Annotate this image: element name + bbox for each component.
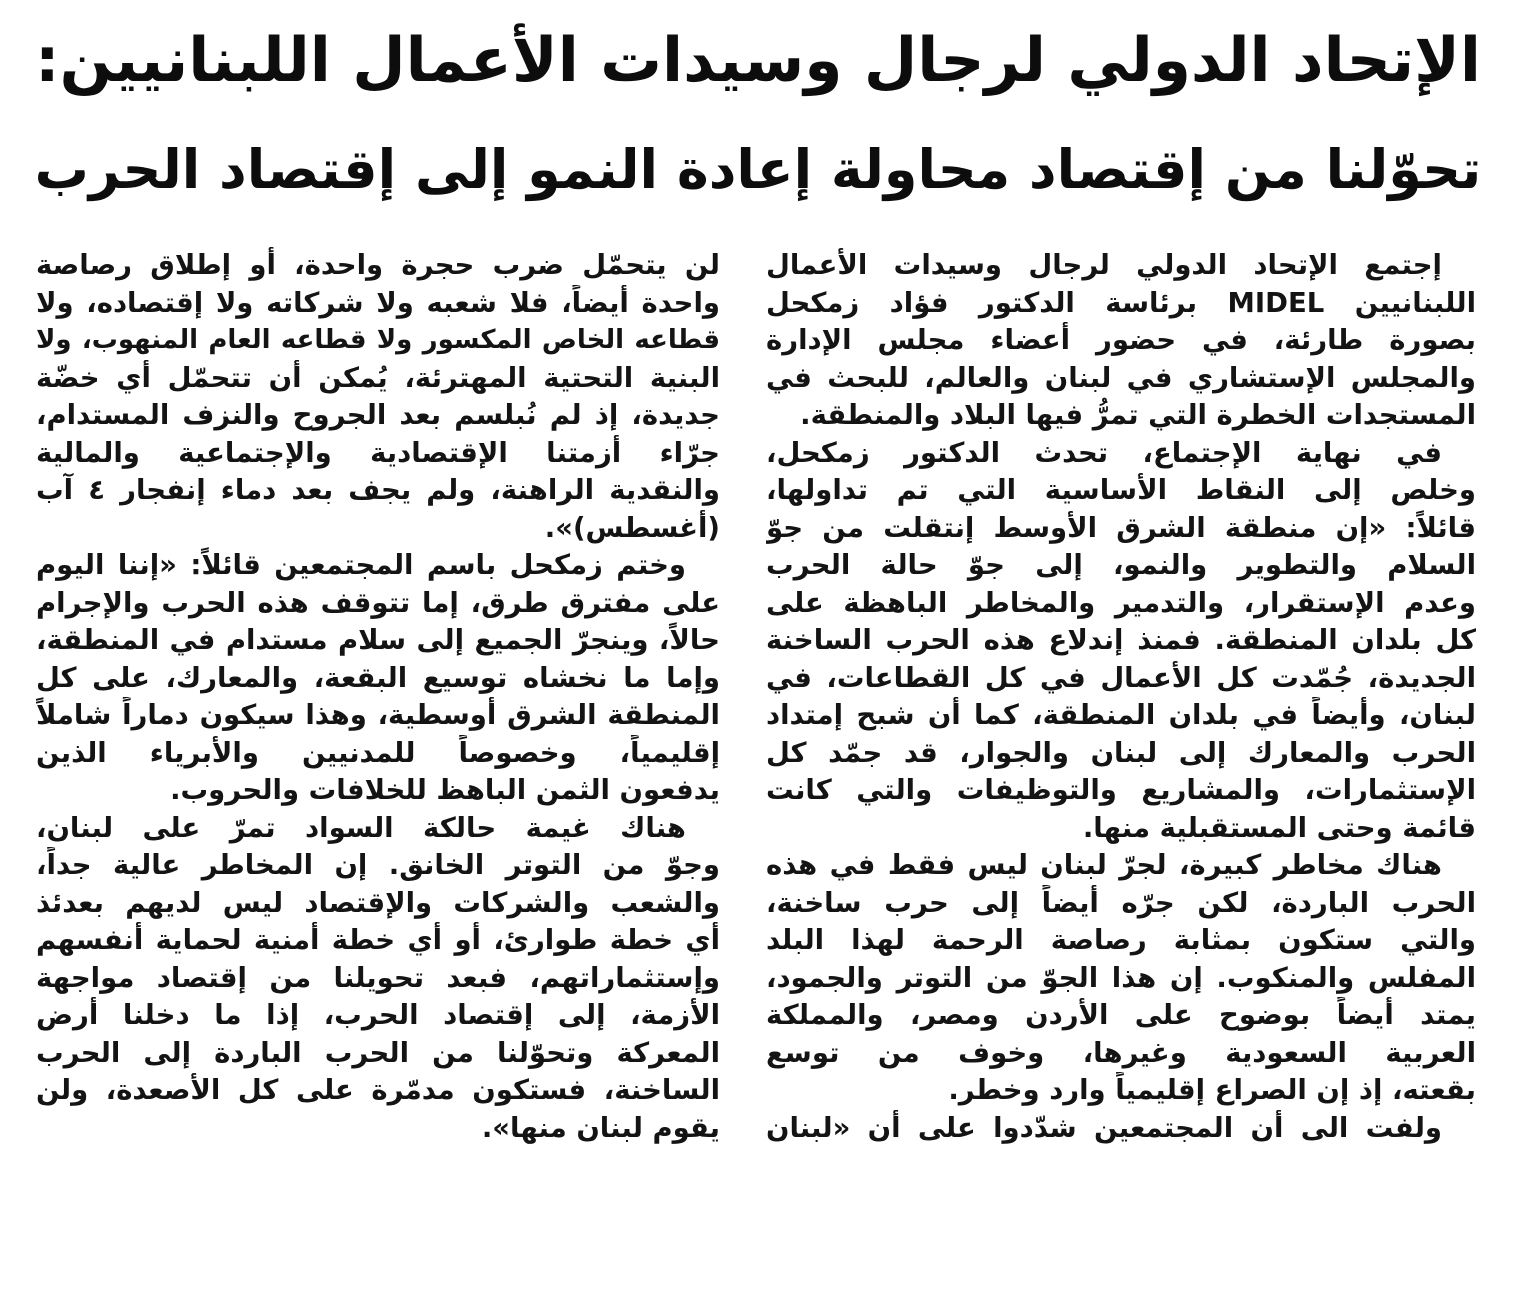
paragraph-line: الساخنة، فستكون مدمّرة على كل الأصعدة، ولن (36, 1074, 720, 1106)
paragraph-line: لبنان، وأيضاً في بلدان المنطقة، كما أن شبح إمتداد (766, 699, 1476, 731)
paragraph-line: يقوم لبنان منها». (481, 1111, 720, 1144)
headline-line-1: الإتحاد الدولي لرجال وسيدات الأعمال اللبنانيين: (35, 24, 1481, 96)
paragraph-line: وجوّ من التوتر الخانق. إن المخاطر عالية جداً، (36, 849, 720, 881)
paragraph-line: قائلاً: «إن منطقة الشرق الأوسط إنتقلت من جوّ (766, 511, 1476, 544)
paragraph-line: يدفعون الثمن الباهظ للخلافات والحروب. (170, 774, 720, 806)
paragraph-line: الأزمة، إلى إقتصاد الحرب، إذا ما دخلنا أرض (36, 999, 720, 1031)
paragraph-line: كل بلدان المنطقة. فمنذ إندلاع هذه الحرب الساخنة (766, 624, 1476, 656)
paragraph-line: هناك غيمة حالكة السواد تمرّ على لبنان، (36, 811, 686, 844)
article-column-left (36, 247, 720, 1147)
paragraph-line: هناك مخاطر كبيرة، لجرّ لبنان ليس فقط في هذه (766, 849, 1442, 881)
paragraph-line: العربية السعودية وغيرها، وخوف من توسع (766, 1036, 1476, 1069)
paragraph-line: المنطقة الشرق أوسطية، وهذا سيكون دماراً شاملاً (36, 699, 720, 731)
paragraph-line: وخلص إلى النقاط الأساسية التي تم تداولها، (766, 474, 1476, 506)
paragraph-line: حالاً، وينجرّ الجميع إلى سلام مستدام في المنطقة، (36, 624, 720, 656)
paragraph-line: وإما ما نخشاه توسيع البقعة، والمعارك، على كل (36, 661, 720, 694)
paragraph-line: (أغسطس)». (544, 511, 720, 544)
paragraph-line: وختم زمكحل باسم المجتمعين قائلاً: «إننا اليوم (36, 549, 686, 581)
paragraph-line: لن يتحمّل ضرب حجرة واحدة، أو إطلاق رصاصة (36, 249, 720, 281)
paragraph-line: والتي ستكون بمثابة رصاصة الرحمة لهذا البلد (766, 924, 1476, 956)
paragraph-line: وإستثماراتهم، فبعد تحويلنا من إقتصاد مواجهة (36, 961, 720, 994)
paragraph-line: المستجدات الخطرة التي تمرُّ فيها البلاد والمنطقة. (800, 399, 1476, 431)
paragraph-line: والشعب والشركات والإقتصاد ليس لديهم بعدئذ (36, 886, 720, 919)
paragraph-line: الحرب والمعارك إلى لبنان والجوار، قد جمّد كل (766, 736, 1476, 769)
paragraph-line: أي خطة طوارئ، أو أي خطة أمنية لحماية أنفسهم (36, 924, 720, 956)
paragraph-line: الإستثمارات، والمشاريع والتوظيفات والتي كانت (766, 774, 1476, 806)
paragraph-line: إقليمياً، وخصوصاً للمدنيين والأبرياء الذين (36, 736, 720, 769)
paragraph-line: السلام والتطوير والنمو، إلى جوّ حالة الحرب (766, 549, 1476, 581)
article-column-right (766, 247, 1476, 1147)
paragraph-line: البنية التحتية المهترئة، يُمكن أن تتحمّل أي خضّة (36, 361, 720, 394)
headline-line-2: تحوّلنا من إقتصاد محاولة إعادة النمو إلى إقتصاد الحرب (34, 138, 1482, 201)
paragraph-line: يمتد أيضاً بوضوح على الأردن ومصر، والمملكة (766, 999, 1476, 1031)
paragraph-line: الجديدة، جُمّدت كل الأعمال في كل القطاعات، في (766, 661, 1476, 694)
paragraph-line: قائمة وحتى المستقبلية منها. (1082, 811, 1476, 844)
paragraph-line: على مفترق طرق، إما تتوقف هذه الحرب والإجرام (36, 586, 720, 619)
paragraph-line: وعدم الإستقرار، والتدمير والمخاطر الباهظة على (766, 586, 1476, 619)
paragraph-line: بصورة طارئة، في حضور أعضاء مجلس الإدارة (766, 324, 1476, 356)
paragraph-line: المعركة وتحوّلنا من الحرب الباردة إلى الحرب (36, 1036, 720, 1069)
paragraph-line: اللبنانيين MIDEL برئاسة الدكتور فؤاد زمكحل (766, 286, 1476, 319)
paragraph-line: جرّاء أزمتنا الإقتصادية والإجتماعية والمالية (36, 436, 720, 469)
paragraph-line: في نهاية الإجتماع، تحدث الدكتور زمكحل، (766, 436, 1442, 469)
paragraph-line: واحدة أيضاً، فلا شعبه ولا شركاته ولا إقتصاده، ولا (36, 286, 720, 319)
paragraph-line: الحرب الباردة، لكن جرّه أيضاً إلى حرب ساخنة، (766, 886, 1476, 919)
paragraph-line: بقعته، إذ إن الصراع إقليمياً وارد وخطر. (948, 1074, 1476, 1106)
paragraph-line: ولفت الى أن المجتمعين شدّدوا على أن «لبنان (766, 1111, 1442, 1144)
paragraph-line: والمجلس الإستشاري في لبنان والعالم، للبحث في (766, 361, 1476, 394)
paragraph-line: جديدة، إذ لم نُبلسم بعد الجروح والنزف المستدام، (36, 399, 720, 431)
paragraph-line: والنقدية الراهنة، ولم يجف بعد دماء إنفجار ٤ آب (36, 474, 720, 506)
paragraph-line: المفلس والمنكوب. إن هذا الجوّ من التوتر والجمود، (766, 961, 1476, 994)
paragraph-line: قطاعه الخاص المكسور ولا قطاعه العام المنهوب، ولا (36, 325, 720, 355)
paragraph-line: إجتمع الإتحاد الدولي لرجال وسيدات الأعمال (766, 249, 1442, 281)
